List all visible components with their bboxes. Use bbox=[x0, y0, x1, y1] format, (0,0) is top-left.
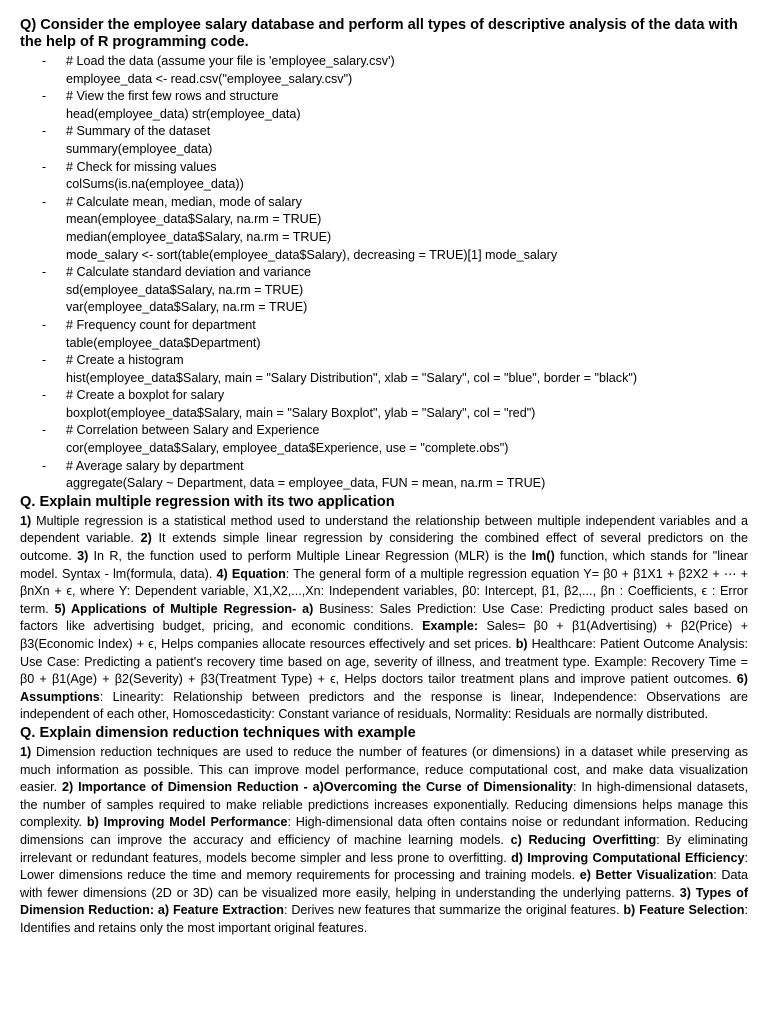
bold-text: 2) Importance of Dimension Reduction - a)Overcoming the Curse of Dimensionality bbox=[62, 780, 573, 795]
bold-text: 3) Types of Dimension Reduction: a) Feature Extraction bbox=[20, 885, 749, 918]
code-list-item bbox=[42, 88, 748, 123]
body-text: : Identifies and retains only the most important original features. bbox=[20, 903, 748, 935]
body-text: : Lower dimensions reduce the time and memory requirements for processing and training models. bbox=[20, 850, 748, 883]
bold-text: 6) Assumptions bbox=[20, 672, 748, 704]
body-text: : In high-dimensional datasets, the number of samples required to make reliable predictions increases exponentially. Reducing dimensions helps manage this complexity. bbox=[20, 780, 748, 830]
bold-text: Example: bbox=[422, 619, 479, 634]
code-comment: - # Create a boxplot for salary bbox=[66, 388, 225, 403]
code-line: cor(employee_data$Salary, employee_data$Experience, use = "complete.obs") bbox=[66, 441, 509, 456]
code-line: hist(employee_data$Salary, main = "Salary Distribution", xlab = "Salary", col = "blue", border = "black") bbox=[66, 370, 638, 385]
code-list-item bbox=[42, 53, 748, 88]
code-line: colSums(is.na(employee_data)) bbox=[66, 177, 244, 192]
bold-text: b) Improving Model Performance bbox=[86, 815, 288, 830]
bold-text: b) Feature Selection bbox=[623, 903, 745, 918]
code-list-item bbox=[42, 194, 748, 264]
code-line: mean(employee_data$Salary, na.rm = TRUE) bbox=[66, 212, 322, 227]
body-text: : Derives new features that summarize the original features. bbox=[283, 903, 624, 918]
question-2-title: Q. Explain multiple regression with its two application bbox=[20, 493, 395, 510]
body-text: function, which stands for "linear model. Syntax - lm(formula, data). bbox=[20, 549, 748, 581]
code-comment: - # Check for missing values bbox=[66, 159, 217, 174]
code-list-item bbox=[42, 352, 748, 387]
code-list-item bbox=[42, 422, 748, 457]
code-line: mode_salary <- sort(table(employee_data$Salary), decreasing = TRUE)[1] mode_salary bbox=[66, 247, 558, 262]
bold-text: e) Better Visualization bbox=[579, 868, 714, 883]
code-comment: - # Frequency count for department bbox=[66, 317, 256, 332]
code-comment: - # Calculate mean, median, mode of salary bbox=[66, 194, 302, 209]
code-list-item bbox=[42, 458, 748, 493]
body-text: : Data with fewer dimensions (2D or 3D) can be visualized more easily, helping in understanding the underlying patterns. bbox=[20, 868, 748, 900]
bold-text: d) Improving Computational Efficiency bbox=[511, 850, 745, 865]
code-list-item bbox=[42, 264, 748, 317]
bold-text: b) bbox=[515, 637, 528, 651]
bold-text: 1) bbox=[20, 744, 32, 759]
code-line: employee_data <- read.csv("employee_salary.csv") bbox=[66, 71, 353, 86]
question-1-title: Q) Consider the employee salary database and perform all types of descriptive analysis of the data with the help of R programming code. bbox=[20, 17, 738, 50]
body-text: It extends simple linear regression by considering the combined effect of several predictors on the outcome. bbox=[20, 531, 748, 564]
code-line: summary(employee_data) bbox=[66, 141, 213, 156]
code-line: median(employee_data$Salary, na.rm = TRUE) bbox=[66, 229, 332, 244]
bold-text: lm() bbox=[531, 549, 555, 564]
code-comment: - # Load the data (assume your file is 'employee_salary.csv') bbox=[66, 54, 395, 68]
code-comment: - # Average salary by department bbox=[66, 458, 244, 473]
body-text: Business: Sales Prediction: Use Case: Predicting product sales based on factors like advertising budget, pricing, and economic conditions. bbox=[20, 601, 748, 634]
code-line: aggregate(Salary ~ Department, data = employee_data, FUN = mean, na.rm = TRUE) bbox=[66, 476, 546, 491]
bold-text: 2) bbox=[140, 531, 152, 546]
code-list-item bbox=[42, 123, 748, 158]
question-2-answer bbox=[20, 513, 748, 724]
body-text: : Linearity: Relationship between predictors and the response is linear, Independence: Observations are independent of each other, Homoscedasticity: Constant variance of residuals, Normality: Residuals are normally distributed. bbox=[20, 689, 748, 722]
code-comment: - # Calculate standard deviation and variance bbox=[66, 265, 312, 280]
body-text: : High-dimensional data often contains noise or redundant information. Reducing dimensions can improve the accuracy and efficiency of machine learning models. bbox=[20, 815, 748, 847]
body-text: Multiple regression is a statistical method used to understand the relationship between multiple independent variables and a dependent variable. bbox=[20, 513, 748, 546]
question-3-title: Q. Explain dimension reduction techniques with example bbox=[20, 724, 416, 741]
body-text: : The general form of a multiple regression equation Y= β0 + β1X1 + β2X2 + ⋯ + βnXn + ϵ, where Y: Dependent variable, X1,X2,...,Xn: Independent variables, β0: Intercept, β1, β2,..., βn : Coefficients, ϵ : Error term. bbox=[20, 566, 748, 616]
code-list-item bbox=[42, 317, 748, 352]
bold-text: 4) Equation bbox=[216, 566, 286, 581]
code-list-item bbox=[42, 387, 748, 422]
code-comment: - # Correlation between Salary and Experience bbox=[66, 423, 320, 438]
body-text: : By eliminating irrelevant or redundant features, models become simpler and less prone to overfitting. bbox=[20, 832, 748, 865]
bold-text: 1) bbox=[20, 513, 32, 528]
body-text: In R, the function used to perform Multiple Linear Regression (MLR) is the bbox=[88, 549, 532, 564]
body-text: Sales= β0 + β1(Advertising) + β2(Price) + β3(Economic Index) + ϵ, Helps companies allocate resources effectively and set prices. bbox=[20, 619, 748, 651]
code-line: head(employee_data) str(employee_data) bbox=[66, 106, 301, 121]
bold-text: 3) bbox=[77, 549, 89, 564]
code-comment: - # View the first few rows and structure bbox=[66, 89, 279, 104]
code-comment: - # Create a histogram bbox=[66, 353, 184, 368]
code-comment: - # Summary of the dataset bbox=[66, 124, 211, 139]
bold-text: a) bbox=[302, 601, 314, 616]
code-line: boxplot(employee_data$Salary, main = "Salary Boxplot", ylab = "Salary", col = "red") bbox=[66, 405, 536, 420]
body-text: Dimension reduction techniques are used to reduce the number of features (or dimensions) in a dataset while preserving as much information as possible. This can improve model performance, reduce computational cost, and make data visualization easier. bbox=[20, 744, 748, 795]
code-line: table(employee_data$Department) bbox=[66, 335, 261, 350]
code-list-item bbox=[42, 159, 748, 194]
body-text: Healthcare: Patient Outcome Analysis: Use Case: Predicting a patient's recovery time based on age, severity of illness, and treatment type. Example: Recovery Time = β0 + β1(Age) + β2(Severity) + β3(Treatment Type) + ϵ, Helps doctors tailor treatment plans and improve patient outcomes. bbox=[20, 637, 748, 687]
code-line: var(employee_data$Salary, na.rm = TRUE) bbox=[66, 300, 308, 315]
code-line: sd(employee_data$Salary, na.rm = TRUE) bbox=[66, 282, 304, 297]
bold-text: 5) Applications of Multiple Regression- bbox=[54, 601, 297, 616]
question-3-answer bbox=[20, 744, 748, 938]
r-code-list bbox=[20, 53, 748, 493]
bold-text: c) Reducing Overfitting bbox=[510, 832, 657, 847]
